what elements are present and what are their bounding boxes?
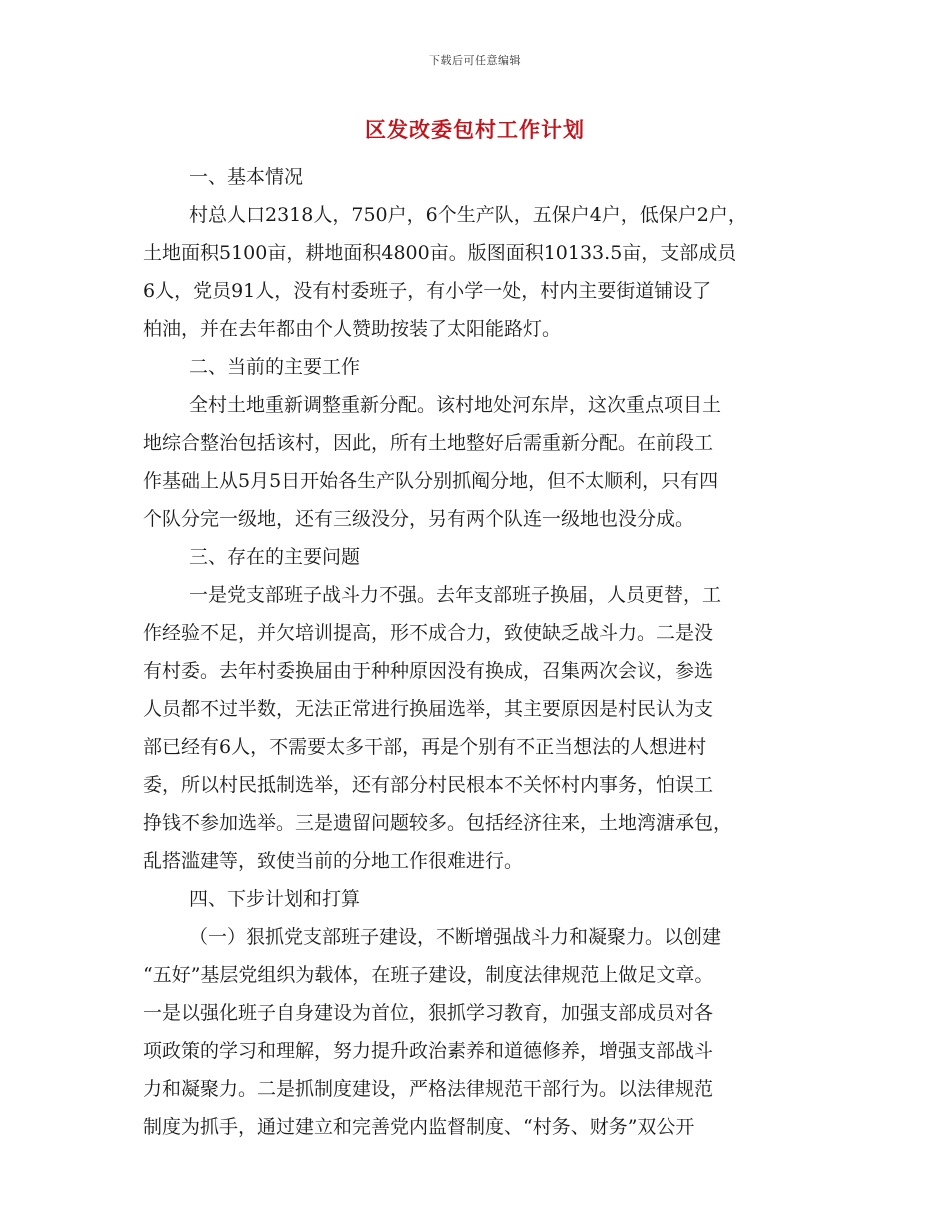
document-body	[143, 158, 811, 1146]
header-note: 下载后可任意编辑	[429, 54, 521, 67]
text-line: 柏油，并在去年都由个人赞助按装了太阳能路灯。	[143, 318, 562, 340]
text-line: 委，所以村民抵制选举，还有部分村民根本不关怀村内事务，怕误工	[143, 774, 714, 796]
text-line: 部已经有6人，不需要太多干部，再是个别有不正当想法的人想进村	[143, 736, 707, 758]
text-line: 制度为抓手，通过建立和完善党内监督制度、“村务、财务”双公开	[143, 1116, 695, 1138]
text-line: 全村土地重新调整重新分配。该村地处河东岸，这次重点项目土	[189, 394, 722, 416]
text-line: 村总人口2318人，750户，6个生产队，五保户4户，低保户2户，	[189, 204, 747, 226]
text-line: 地综合整治包括该村，因此，所有土地整好后需重新分配。在前段工	[143, 432, 714, 454]
text-line: 乱搭滥建等，致使当前的分地工作很难进行。	[143, 850, 524, 872]
text-line: 个队分完一级地，还有三级没分，另有两个队连一级地也没分成。	[143, 508, 695, 530]
text-line: 四、下步计划和打算	[189, 888, 361, 910]
text-line: 挣钱不参加选举。三是遗留问题较多。包括经济往来，土地湾溏承包，	[143, 812, 733, 834]
text-line: 一、基本情况	[189, 166, 304, 188]
text-line: 人员都不过半数，无法正常进行换届选举，其主要原因是村民认为支	[143, 698, 714, 720]
text-line: 力和凝聚力。二是抓制度建设，严格法律规范干部行为。以法律规范	[143, 1078, 714, 1100]
text-line: 一是党支部班子战斗力不强。去年支部班子换届，人员更替，工	[189, 584, 722, 606]
text-line: 作基础上从5月5日开始各生产队分别抓阄分地，但不太顺利，只有四	[143, 470, 719, 492]
text-line: 三、存在的主要问题	[189, 546, 361, 568]
text-line: 作经验不足，并欠培训提高，形不成合力，致使缺乏战斗力。二是没	[143, 622, 714, 644]
text-line: （一）狠抓党支部班子建设，不断增强战斗力和凝聚力。以创建	[189, 926, 722, 948]
document-title: 区发改委包村工作计划	[365, 117, 585, 142]
text-line: 6人，党员91人，没有村委班子，有小学一处，村内主要街道铺设了	[143, 280, 712, 302]
text-line: 有村委。去年村委换届由于种种原因没有换成，召集两次会议，参选	[143, 660, 714, 682]
text-line: 项政策的学习和理解，努力提升政治素养和道德修养，增强支部战斗	[143, 1040, 714, 1062]
text-line: 一是以强化班子自身建设为首位，狠抓学习教育，加强支部成员对各	[143, 1002, 714, 1024]
text-line: 二、当前的主要工作	[189, 356, 361, 378]
text-line: “五好”基层党组织为载体，在班子建设，制度法律规范上做足文章。	[143, 964, 714, 986]
text-line: 土地面积5100亩，耕地面积4800亩。版图面积10133.5亩，支部成员	[143, 242, 737, 264]
